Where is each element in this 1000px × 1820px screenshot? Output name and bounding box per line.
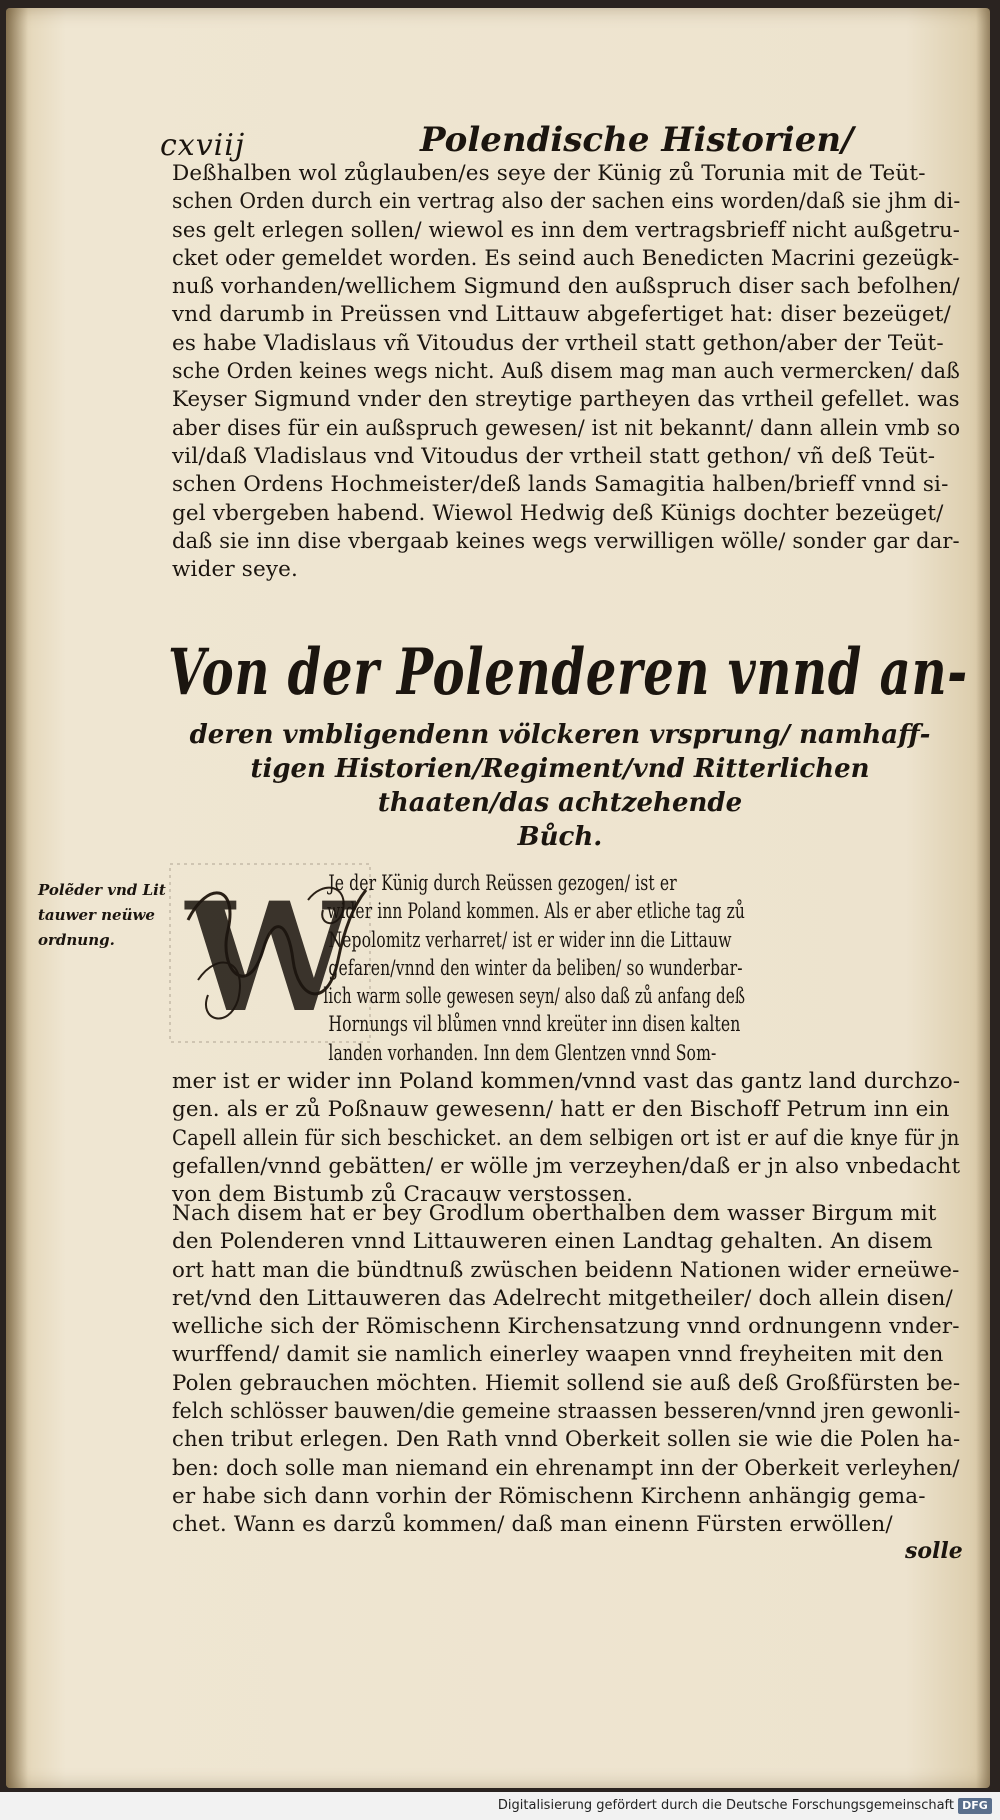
paragraph-line: von dem Bistumb zů Cracauw verstossen. xyxy=(172,1182,634,1208)
paragraph-line: gel vbergeben habend. Wiewol Hedwig deß Künigs dochter bezeüget/ xyxy=(172,500,944,526)
paragraph-line: Polen gebrauchen möchten. Hiemit sollend sie auß deß Großfürsten be- xyxy=(172,1370,961,1396)
dfg-logo-icon: DFG xyxy=(958,1798,992,1814)
paragraph-line: es habe Vladislaus vñ Vitoudus der vrtheil statt gethon/aber der Teüt- xyxy=(172,330,944,356)
paragraph-line: vnd darumb in Preüssen vnd Littauw abgefertiget hat: diser bezeüget/ xyxy=(172,302,951,328)
paragraph-line: ses gelt erlegen sollen/ wiewol es inn dem vertragsbrieff nicht außgetru- xyxy=(172,217,961,243)
paragraph-line: wurffend/ damit sie namlich einerley waapen vnnd freyheiten mit den xyxy=(172,1342,944,1368)
paragraph-line: vil/daß Vladislaus vnd Vitoudus der vrtheil statt gethon/ vñ deß Teüt- xyxy=(172,443,936,469)
subheading-line: Bůch. xyxy=(517,822,603,852)
subheading-line: deren vmbligendenn völckeren vrsprung/ namhaff- xyxy=(189,720,931,750)
paragraph-line: sche Orden keines wegs nicht. Auß disem mag man auch vermercken/ daß xyxy=(172,359,960,385)
page-number: cxviij xyxy=(160,128,246,163)
paragraph-3 xyxy=(172,1200,960,1540)
paragraph-line: den Polenderen vnnd Littauweren einen Landtag gehalten. An disem xyxy=(172,1229,933,1255)
paragraph-line: gefallen/vnnd gebätten/ er wölle jm verzeyhen/daß er jn also vnbedacht xyxy=(172,1153,961,1179)
subheading-line: thaaten/das achtzehende xyxy=(377,788,743,818)
paragraph-line: felch schlösser bauwen/die gemeine straassen besseren/vnnd jren gewonli- xyxy=(172,1399,961,1425)
running-head: Polendische Historien/ xyxy=(420,120,854,160)
chapter-heading: Von der Polenderen vnnd an- xyxy=(168,635,968,710)
paragraph-line: Je der Künig durch Reüssen gezogen/ ist er xyxy=(328,871,677,896)
paragraph-line: daß sie inn dise vbergaab keines wegs verwilligen wölle/ sonder gar dar- xyxy=(172,528,960,554)
page-edge xyxy=(976,8,990,1788)
subheading-line: tigen Historien/Regiment/vnd Ritterlichen xyxy=(250,754,870,784)
margin-note xyxy=(38,878,168,953)
paragraph-line: Nepolomitz verharret/ ist er wider inn die Littauw xyxy=(328,927,732,953)
footer-bar xyxy=(0,1792,1000,1820)
paragraph-line: chet. Wann es darzů kommen/ daß man einenn Fürsten erwöllen/ xyxy=(172,1512,893,1538)
paragraph-line: schen Ordens Hochmeister/deß lands Samagitia halben/brieff vnnd si- xyxy=(172,472,949,498)
paragraph-2 xyxy=(172,870,960,1210)
paragraph-line: gefaren/vnnd den winter da beliben/ so wunderbar- xyxy=(328,955,743,981)
paragraph-line: cket oder gemeldet worden. Es seind auch Benedicten Macrini gezeügk- xyxy=(172,245,960,271)
paragraph-line: Nach disem hat er bey Grodlum oberthalben dem wasser Birgum mit xyxy=(172,1201,937,1226)
paragraph-1 xyxy=(172,160,960,584)
paragraph-line: Hornungs vil blůmen vnnd kreüter inn disen kalten xyxy=(328,1012,741,1038)
paragraph-line: lich warm solle gewesen seyn/ also daß zů anfang deß xyxy=(323,984,746,1010)
chapter-subheading xyxy=(160,718,960,854)
paragraph-line: schen Orden durch ein vertrag also der sachen eins worden/daß sie jhm di- xyxy=(172,189,961,215)
margin-note-line: ordnung. xyxy=(38,931,115,949)
paragraph-line: gen. als er zů Poßnauw gewesenn/ hatt er den Bischoff Petrum inn ein xyxy=(172,1097,950,1123)
paragraph-line: mer ist er wider inn Poland kommen/vnnd vast das gantz land durchzo- xyxy=(172,1069,961,1095)
catchword: solle xyxy=(905,1538,963,1564)
paragraph-line: wider seye. xyxy=(172,557,298,583)
paragraph-line: er habe sich dann vorhin der Römischenn Kirchenn anhängig gema- xyxy=(172,1483,926,1509)
paragraph-line: aber dises für ein außspruch gewesen/ ist nit bekannt/ dann allein vmb so xyxy=(172,415,961,441)
paragraph-line: welliche sich der Römischenn Kirchensatzung vnnd ordnungenn vnder- xyxy=(172,1314,960,1340)
margin-note-line: tauwer neüwe xyxy=(38,906,155,924)
initial-letter: W xyxy=(185,870,355,1045)
paragraph-line: Keyser Sigmund vnder den streytige partheyen das vrtheil gefellet. was xyxy=(172,387,960,413)
gutter-shadow xyxy=(6,8,28,1788)
paragraph-line: nuß vorhanden/wellichem Sigmund den außspruch diser sach befolhen/ xyxy=(172,274,960,300)
footer-credit: Digitalisierung gefördert durch die Deutsche Forschungsgemeinschaft xyxy=(497,1798,954,1813)
paragraph-line: ben: doch solle man niemand ein ehrenampt inn der Oberkeit verleyhen/ xyxy=(172,1455,960,1481)
paragraph-line: Capell allein für sich beschicket. an dem selbigen ort ist er auf die knye für jn xyxy=(172,1125,960,1151)
paragraph-line: Deßhalben wol zůglauben/es seye der Künig zů Torunia mit de Teüt- xyxy=(172,161,926,186)
paragraph-line: ret/vnd den Littauweren das Adelrecht mitgetheiler/ doch allein disen/ xyxy=(172,1285,953,1311)
paragraph-line: chen tribut erlegen. Den Rath vnnd Oberkeit sollen sie wie die Polen ha- xyxy=(172,1427,961,1453)
paragraph-line: ort hatt man die bündtnuß zwüschen beidenn Nationen wider erneüwe- xyxy=(172,1257,960,1283)
margin-note-line: Polẽder vnd Lit xyxy=(38,881,166,899)
paragraph-line: wider inn Poland kommen. Als er aber etliche tag zů xyxy=(326,899,745,925)
paragraph-line: landen vorhanden. Inn dem Glentzen vnnd Som- xyxy=(328,1040,717,1066)
